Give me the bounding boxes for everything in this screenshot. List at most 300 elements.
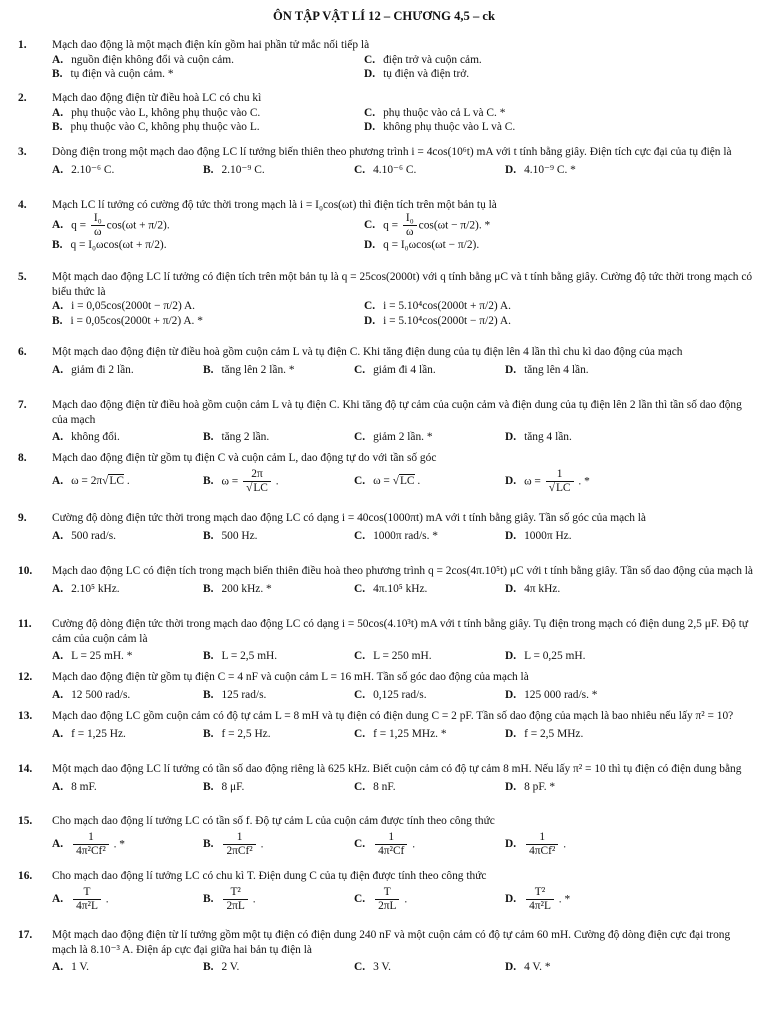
question-line: [18, 398, 754, 427]
option-letter: A.: [52, 431, 64, 444]
question-number: 4.: [18, 199, 27, 211]
question-number: 2.: [18, 92, 27, 104]
fraction: [223, 887, 247, 913]
options-row: [52, 649, 754, 664]
option-letter: C.: [354, 163, 366, 176]
answer-option[interactable]: [52, 106, 364, 121]
answer-option[interactable]: [203, 688, 354, 703]
answer-option[interactable]: [354, 688, 505, 703]
answer-option[interactable]: [52, 649, 203, 664]
option-text: [221, 887, 255, 913]
question-item: [18, 670, 754, 702]
answer-option[interactable]: [203, 529, 354, 544]
option-letter: B.: [203, 475, 214, 488]
question-line: [18, 198, 754, 213]
option-letter: B.: [203, 838, 214, 851]
question-item: [18, 564, 754, 596]
option-letter: D.: [505, 475, 517, 488]
formula-suffix: .: [102, 892, 109, 905]
option-text: i = 5.10⁴cos(2000t + π/2) A.: [383, 300, 512, 313]
option-text: i = 0,05cos(2000t + π/2) A. *: [70, 314, 203, 327]
option-letter: B.: [203, 780, 214, 793]
question-stem: Mạch LC lí tưởng có cường độ tức thời trong mạch là i = I₀cos(ωt) thì điện tích trên một bản tụ là: [52, 199, 497, 211]
answer-option[interactable]: [52, 887, 203, 913]
question-line: [18, 345, 754, 360]
question-stem: Mạch dao động LC có điện tích trong mạch biến thiên điều hoà theo phương trình q = 2cos(4π.10⁵t) μC với t tính bằng giây. Tần số dao động của mạch là: [52, 565, 753, 577]
question-line: [18, 145, 754, 160]
question-line: [18, 869, 754, 884]
answer-option[interactable]: [52, 363, 203, 378]
question-item: [18, 398, 754, 445]
option-text: tăng 4 lần.: [524, 431, 572, 444]
answer-option[interactable]: [52, 529, 203, 544]
options-row: [52, 106, 754, 121]
square-root: √LC: [392, 475, 415, 488]
answer-option[interactable]: [364, 67, 676, 82]
option-letter: A.: [52, 688, 64, 701]
option-letter: C.: [354, 838, 366, 851]
answer-option[interactable]: [52, 238, 364, 253]
answer-option[interactable]: [52, 67, 364, 82]
denominator: 4π²Cf²: [73, 844, 109, 858]
answer-option[interactable]: [354, 887, 505, 913]
option-text: tăng lên 4 lần.: [524, 363, 589, 376]
denominator: 4π²L: [73, 899, 101, 913]
formula-suffix: .: [249, 892, 256, 905]
answer-option[interactable]: [203, 832, 354, 858]
answer-option[interactable]: [354, 582, 505, 597]
option-text: 1000π Hz.: [524, 529, 572, 542]
option-letter: C.: [354, 475, 366, 488]
formula-prefix: ω =: [221, 474, 242, 487]
answer-option[interactable]: [354, 780, 505, 795]
formula-suffix: .: [560, 837, 567, 850]
numerator: 1: [88, 830, 94, 843]
answer-option[interactable]: [505, 163, 656, 178]
options-row: [52, 960, 754, 975]
option-letter: C.: [354, 582, 366, 595]
numerator: 1: [236, 830, 243, 843]
answer-option[interactable]: [203, 430, 354, 445]
option-letter: C.: [364, 219, 376, 232]
answer-option[interactable]: [505, 363, 656, 378]
option-letter: C.: [364, 53, 376, 66]
option-letter: D.: [364, 314, 376, 327]
question-item: [18, 451, 754, 494]
question-line: [18, 270, 754, 299]
answer-option[interactable]: [354, 832, 505, 858]
option-text: [373, 887, 407, 913]
numerator: 1: [556, 467, 563, 480]
formula-suffix: . *: [110, 837, 125, 850]
question-stem: Mạch dao động điện từ gồm tụ điện C = 4 nF và cuộn cảm L = 16 mH. Tần số góc dao động của mạch là: [52, 671, 529, 683]
option-text: nguồn điện không đổi và cuộn cảm.: [71, 53, 234, 66]
answer-option[interactable]: [203, 887, 354, 913]
square-root: √LC: [246, 481, 268, 494]
question-number: 8.: [18, 452, 27, 464]
question-item: [18, 145, 754, 177]
answer-option[interactable]: [203, 780, 354, 795]
answer-option[interactable]: [505, 582, 656, 597]
formula-suffix: .: [409, 837, 416, 850]
option-text: phụ thuộc vào C, không phụ thuộc vào L.: [70, 121, 260, 134]
option-letter: B.: [203, 961, 214, 974]
answer-option[interactable]: [52, 960, 203, 975]
option-letter: A.: [52, 475, 64, 488]
question-number: 7.: [18, 399, 27, 411]
option-letter: A.: [52, 529, 64, 542]
question-stem: Mạch dao động LC gồm cuộn cảm có độ tự cảm L = 8 mH và tụ điện có điện dung C = 2 pF. Tần số dao động của mạch là bao nhiêu nếu lấy π² = 10?: [52, 710, 734, 722]
question-item: [18, 709, 754, 741]
question-stem: Cho mạch dao động lí tưởng LC có tần số f. Độ tự cảm L của cuộn cảm được tính theo công thức: [52, 815, 495, 827]
question-item: [18, 762, 754, 794]
formula-prefix: q =: [383, 218, 401, 231]
answer-option[interactable]: [203, 582, 354, 597]
answer-option[interactable]: [52, 430, 203, 445]
question-item: [18, 617, 754, 664]
option-letter: A.: [52, 53, 64, 66]
question-number: 10.: [18, 565, 33, 577]
fraction: [375, 832, 407, 858]
answer-option[interactable]: [52, 299, 364, 314]
answer-option[interactable]: [364, 238, 676, 253]
option-text: [373, 832, 415, 858]
question-stem: Dòng điện trong một mạch dao động LC lí tưởng biến thiên theo phương trình i = 4cos(10⁶t) mA với t tính bằng giây. Điện tích cực đại của tụ điện là: [52, 146, 732, 158]
fraction: [546, 469, 574, 495]
option-letter: D.: [364, 239, 376, 252]
option-text: 500 rad/s.: [71, 529, 117, 542]
answer-option[interactable]: [52, 688, 203, 703]
answer-option[interactable]: [52, 120, 364, 135]
answer-option[interactable]: [52, 727, 203, 742]
option-letter: B.: [203, 363, 214, 376]
question-number: 13.: [18, 710, 33, 722]
question-line: [18, 38, 754, 53]
question-item: [18, 198, 754, 253]
question-number: 16.: [18, 870, 33, 882]
question-stem: Cho mạch dao động lí tưởng LC có chu kì T. Điện dung C của tụ điện được tính theo công thức: [52, 870, 487, 882]
answer-option[interactable]: [364, 314, 676, 329]
option-text: 0,125 rad/s.: [373, 688, 427, 701]
radicand: LC: [555, 481, 571, 494]
option-letter: A.: [52, 780, 64, 793]
denominator: 2πL: [375, 899, 399, 913]
question-stem: Một mạch dao động điện từ lí tưởng gồm một tụ điện có điện dung 240 nF và một cuộn cảm có độ tự cảm 60 mH. Cường độ dòng điện cực đại trong mạch là 8.10⁻³ A. Điện áp cực đại giữa hai bản tụ điện là: [52, 929, 731, 956]
formula-suffix: cos(ωt − π/2). *: [418, 218, 491, 231]
numerator: I₀: [93, 211, 102, 224]
option-text: 4 V. *: [524, 961, 551, 974]
option-letter: D.: [505, 650, 517, 663]
answer-option[interactable]: [52, 163, 203, 178]
formula-prefix: ω = 2π: [71, 475, 103, 488]
option-letter: D.: [505, 961, 517, 974]
question-item: [18, 38, 754, 82]
option-text: [71, 832, 125, 858]
option-letter: C.: [354, 650, 366, 663]
option-text: 8 nF.: [373, 780, 396, 793]
denominator: 2πL: [223, 899, 247, 913]
answer-option[interactable]: [354, 529, 505, 544]
option-text: f = 2,5 Hz.: [221, 727, 271, 740]
answer-option[interactable]: [52, 582, 203, 597]
option-letter: D.: [505, 727, 517, 740]
option-text: 8 pF. *: [524, 780, 556, 793]
option-text: 125 rad/s.: [221, 688, 267, 701]
question-line: [18, 762, 754, 777]
answer-option[interactable]: [505, 649, 656, 664]
option-text: phụ thuộc vào L, không phụ thuộc vào C.: [71, 106, 261, 119]
option-text: tụ điện và cuộn cảm. *: [70, 68, 174, 81]
option-text: 12 500 rad/s.: [71, 688, 131, 701]
fraction: [403, 213, 417, 239]
option-letter: A.: [52, 163, 64, 176]
formula-suffix: .: [257, 837, 264, 850]
options-row: [52, 67, 754, 82]
option-text: [221, 832, 263, 858]
option-letter: D.: [364, 121, 376, 134]
radicand: LC: [399, 475, 415, 488]
denominator: 4πCf²: [526, 844, 558, 858]
numerator: T: [383, 885, 391, 898]
option-letter: D.: [505, 163, 517, 176]
fraction: [526, 832, 558, 858]
question-number: 11.: [18, 618, 32, 630]
formula-suffix: .: [414, 475, 421, 488]
option-text: L = 2,5 mH.: [221, 650, 278, 663]
denominator: 4π²L: [526, 899, 554, 913]
option-text: tăng 2 lần.: [221, 431, 270, 444]
option-letter: D.: [505, 582, 517, 595]
option-text: f = 1,25 Hz.: [71, 727, 126, 740]
question-line: [18, 670, 754, 685]
question-line: [18, 709, 754, 724]
option-letter: C.: [364, 300, 376, 313]
answer-option[interactable]: [203, 727, 354, 742]
option-text: L = 0,25 mH.: [524, 650, 586, 663]
answer-option[interactable]: [52, 53, 364, 68]
answer-option[interactable]: [505, 529, 656, 544]
numerator: I₀: [405, 211, 414, 224]
square-root: √LC: [548, 481, 571, 494]
question-item: [18, 814, 754, 857]
answer-option[interactable]: [203, 960, 354, 975]
formula-prefix: q =: [71, 218, 89, 231]
answer-option[interactable]: [52, 780, 203, 795]
option-letter: A.: [52, 106, 64, 119]
answer-option[interactable]: [52, 832, 203, 858]
option-text: L = 25 mH. *: [71, 650, 133, 663]
option-letter: C.: [354, 727, 366, 740]
question-number: 6.: [18, 346, 27, 358]
question-stem: Mạch dao động là một mạch điện kín gồm hai phần tử mắc nối tiếp là: [52, 39, 370, 51]
page-title: ÔN TẬP VẬT LÍ 12 – CHƯƠNG 4,5 – ck: [272, 9, 496, 23]
option-text: 2.10⁻⁹ C.: [221, 163, 265, 176]
option-text: 8 μF.: [221, 780, 245, 793]
answer-option[interactable]: [52, 314, 364, 329]
answer-option[interactable]: [505, 688, 656, 703]
options-row: [52, 430, 754, 445]
answer-option[interactable]: [52, 469, 203, 495]
answer-option[interactable]: [364, 299, 676, 314]
formula-suffix: .: [272, 474, 279, 487]
question-line: [18, 617, 754, 646]
fraction: [91, 213, 105, 239]
option-letter: B.: [203, 650, 214, 663]
option-letter: B.: [203, 688, 214, 701]
formula-suffix: . *: [555, 892, 571, 905]
option-text: 200 kHz. *: [221, 582, 272, 595]
option-letter: C.: [354, 688, 366, 701]
option-letter: A.: [52, 300, 64, 313]
formula-prefix: ω =: [373, 475, 393, 488]
options-row: [52, 529, 754, 544]
numerator: 1: [539, 830, 546, 843]
options-row: [52, 213, 754, 239]
option-letter: A.: [52, 961, 64, 974]
option-letter: C.: [354, 363, 366, 376]
option-text: 2.10⁵ kHz.: [71, 582, 120, 595]
denominator: [243, 481, 271, 495]
question-item: [18, 345, 754, 377]
question-stem: Cường độ dòng điện tức thời trong mạch dao động LC có dạng i = 40cos(1000πt) mA với t tính bằng giây. Tần số góc của mạch là: [52, 512, 646, 524]
options-row: [52, 469, 754, 495]
question-stem: Mạch dao động điện từ điều hoà LC có chu kì: [52, 92, 262, 104]
answer-option[interactable]: [505, 780, 656, 795]
options-row: [52, 780, 754, 795]
option-letter: B.: [52, 68, 63, 81]
options-row: [52, 238, 754, 253]
option-letter: D.: [505, 688, 517, 701]
option-text: L = 250 mH.: [373, 650, 432, 663]
options-row: [52, 314, 754, 329]
option-letter: B.: [203, 529, 214, 542]
option-text: 2 V.: [221, 961, 240, 974]
fraction: [243, 469, 271, 495]
formula-suffix: .: [123, 475, 130, 488]
option-text: f = 2,5 MHz.: [524, 727, 584, 740]
answer-option[interactable]: [505, 727, 656, 742]
option-text: 2.10⁻⁶ C.: [71, 163, 115, 176]
answer-option[interactable]: [505, 960, 656, 975]
answer-option[interactable]: [364, 106, 676, 121]
option-text: không đổi.: [71, 431, 120, 444]
option-letter: A.: [52, 363, 64, 376]
answer-option[interactable]: [203, 469, 354, 495]
radicand: LC: [253, 481, 268, 494]
option-text: 125 000 rad/s. *: [524, 688, 598, 701]
option-text: i = 5.10⁴cos(2000t − π/2) A.: [383, 314, 512, 327]
option-text: [524, 832, 566, 858]
answer-option[interactable]: [52, 213, 364, 239]
answer-option[interactable]: [354, 727, 505, 742]
option-letter: C.: [354, 780, 366, 793]
option-text: 4.10⁻⁶ C.: [373, 163, 417, 176]
question-number: 5.: [18, 271, 27, 283]
question-stem: Một mạch dao động LC lí tưởng có điện tích trên một bản tụ là q = 25cos(2000t) với q tính bằng μC và t tính bằng giây. Cường độ tức thời trong mạch có biểu thức là: [52, 271, 753, 298]
options-row: [52, 887, 754, 913]
question-item: [18, 91, 754, 135]
formula-suffix: cos(ωt + π/2).: [106, 218, 170, 231]
option-text: f = 1,25 MHz. *: [373, 727, 447, 740]
answer-option[interactable]: [354, 960, 505, 975]
answer-option[interactable]: [505, 469, 656, 495]
option-letter: D.: [364, 68, 376, 81]
answer-option[interactable]: [505, 832, 656, 858]
options-row: [52, 120, 754, 135]
question-item: [18, 511, 754, 543]
option-text: giảm đi 2 lần.: [71, 363, 134, 376]
question-item: [18, 869, 754, 912]
options-row: [52, 688, 754, 703]
denominator: ω: [403, 225, 417, 239]
option-text: [373, 474, 420, 489]
option-letter: A.: [52, 727, 64, 740]
question-number: 15.: [18, 815, 33, 827]
question-number: 17.: [18, 929, 33, 941]
option-letter: B.: [203, 727, 214, 740]
radicand: LC: [109, 475, 124, 488]
answer-option[interactable]: [354, 363, 505, 378]
option-letter: B.: [203, 893, 214, 906]
option-letter: C.: [354, 893, 366, 906]
option-letter: D.: [505, 529, 517, 542]
options-row: [52, 363, 754, 378]
option-letter: D.: [505, 431, 517, 444]
option-text: [71, 474, 130, 489]
answer-option[interactable]: [203, 649, 354, 664]
answer-option[interactable]: [354, 430, 505, 445]
answer-option[interactable]: [203, 363, 354, 378]
option-letter: D.: [505, 363, 517, 376]
answer-option[interactable]: [354, 163, 505, 178]
answer-option[interactable]: [364, 53, 676, 68]
options-row: [52, 163, 754, 178]
question-number: 9.: [18, 512, 27, 524]
denominator: 2πCf²: [223, 844, 255, 858]
option-text: tụ điện và điện trở.: [383, 68, 470, 81]
question-number: 3.: [18, 146, 27, 158]
answer-option[interactable]: [364, 213, 676, 239]
denominator: [546, 481, 574, 495]
answer-option[interactable]: [203, 163, 354, 178]
answer-option[interactable]: [505, 430, 656, 445]
answer-option[interactable]: [354, 469, 505, 495]
question-line: [18, 928, 754, 957]
option-text: điện trở và cuộn cảm.: [383, 53, 482, 66]
numerator: T²: [534, 885, 546, 898]
denominator: ω: [91, 225, 105, 239]
square-root: √LC: [102, 475, 124, 488]
option-letter: A.: [52, 219, 64, 232]
option-letter: B.: [52, 121, 63, 134]
option-text: 3 V.: [373, 961, 392, 974]
answer-option[interactable]: [505, 887, 656, 913]
option-text: [221, 469, 278, 495]
option-letter: B.: [203, 582, 214, 595]
answer-option[interactable]: [354, 649, 505, 664]
option-letter: A.: [52, 838, 64, 851]
options-row: [52, 832, 754, 858]
answer-option[interactable]: [364, 120, 676, 135]
option-letter: B.: [203, 431, 214, 444]
option-letter: B.: [52, 314, 63, 327]
option-text: i = 0,05cos(2000t − π/2) A.: [71, 300, 196, 313]
option-text: 4.10⁻⁹ C. *: [524, 163, 576, 176]
question-stem: Một mạch dao động LC lí tưởng có tần số dao động riêng là 625 kHz. Biết cuộn cảm có độ tự cảm 8 mH. Nếu lấy π² = 10 thì tụ điện có điện dung bằng: [52, 763, 742, 775]
formula-suffix: . *: [575, 474, 590, 487]
question-stem: Một mạch dao động điện từ điều hoà gồm cuộn cảm L và tụ điện C. Khi tăng điện dung của tụ điện lên 4 lần thì chu kì dao động của mạch: [52, 346, 683, 358]
question-stem: Mạch dao động điện từ điều hoà gồm cuộn cảm L và tụ điện C. Khi tăng độ tự cảm của cuộn cảm và điện dung của tụ điện lên 2 lần thì tần số dao động của mạch: [52, 399, 742, 426]
